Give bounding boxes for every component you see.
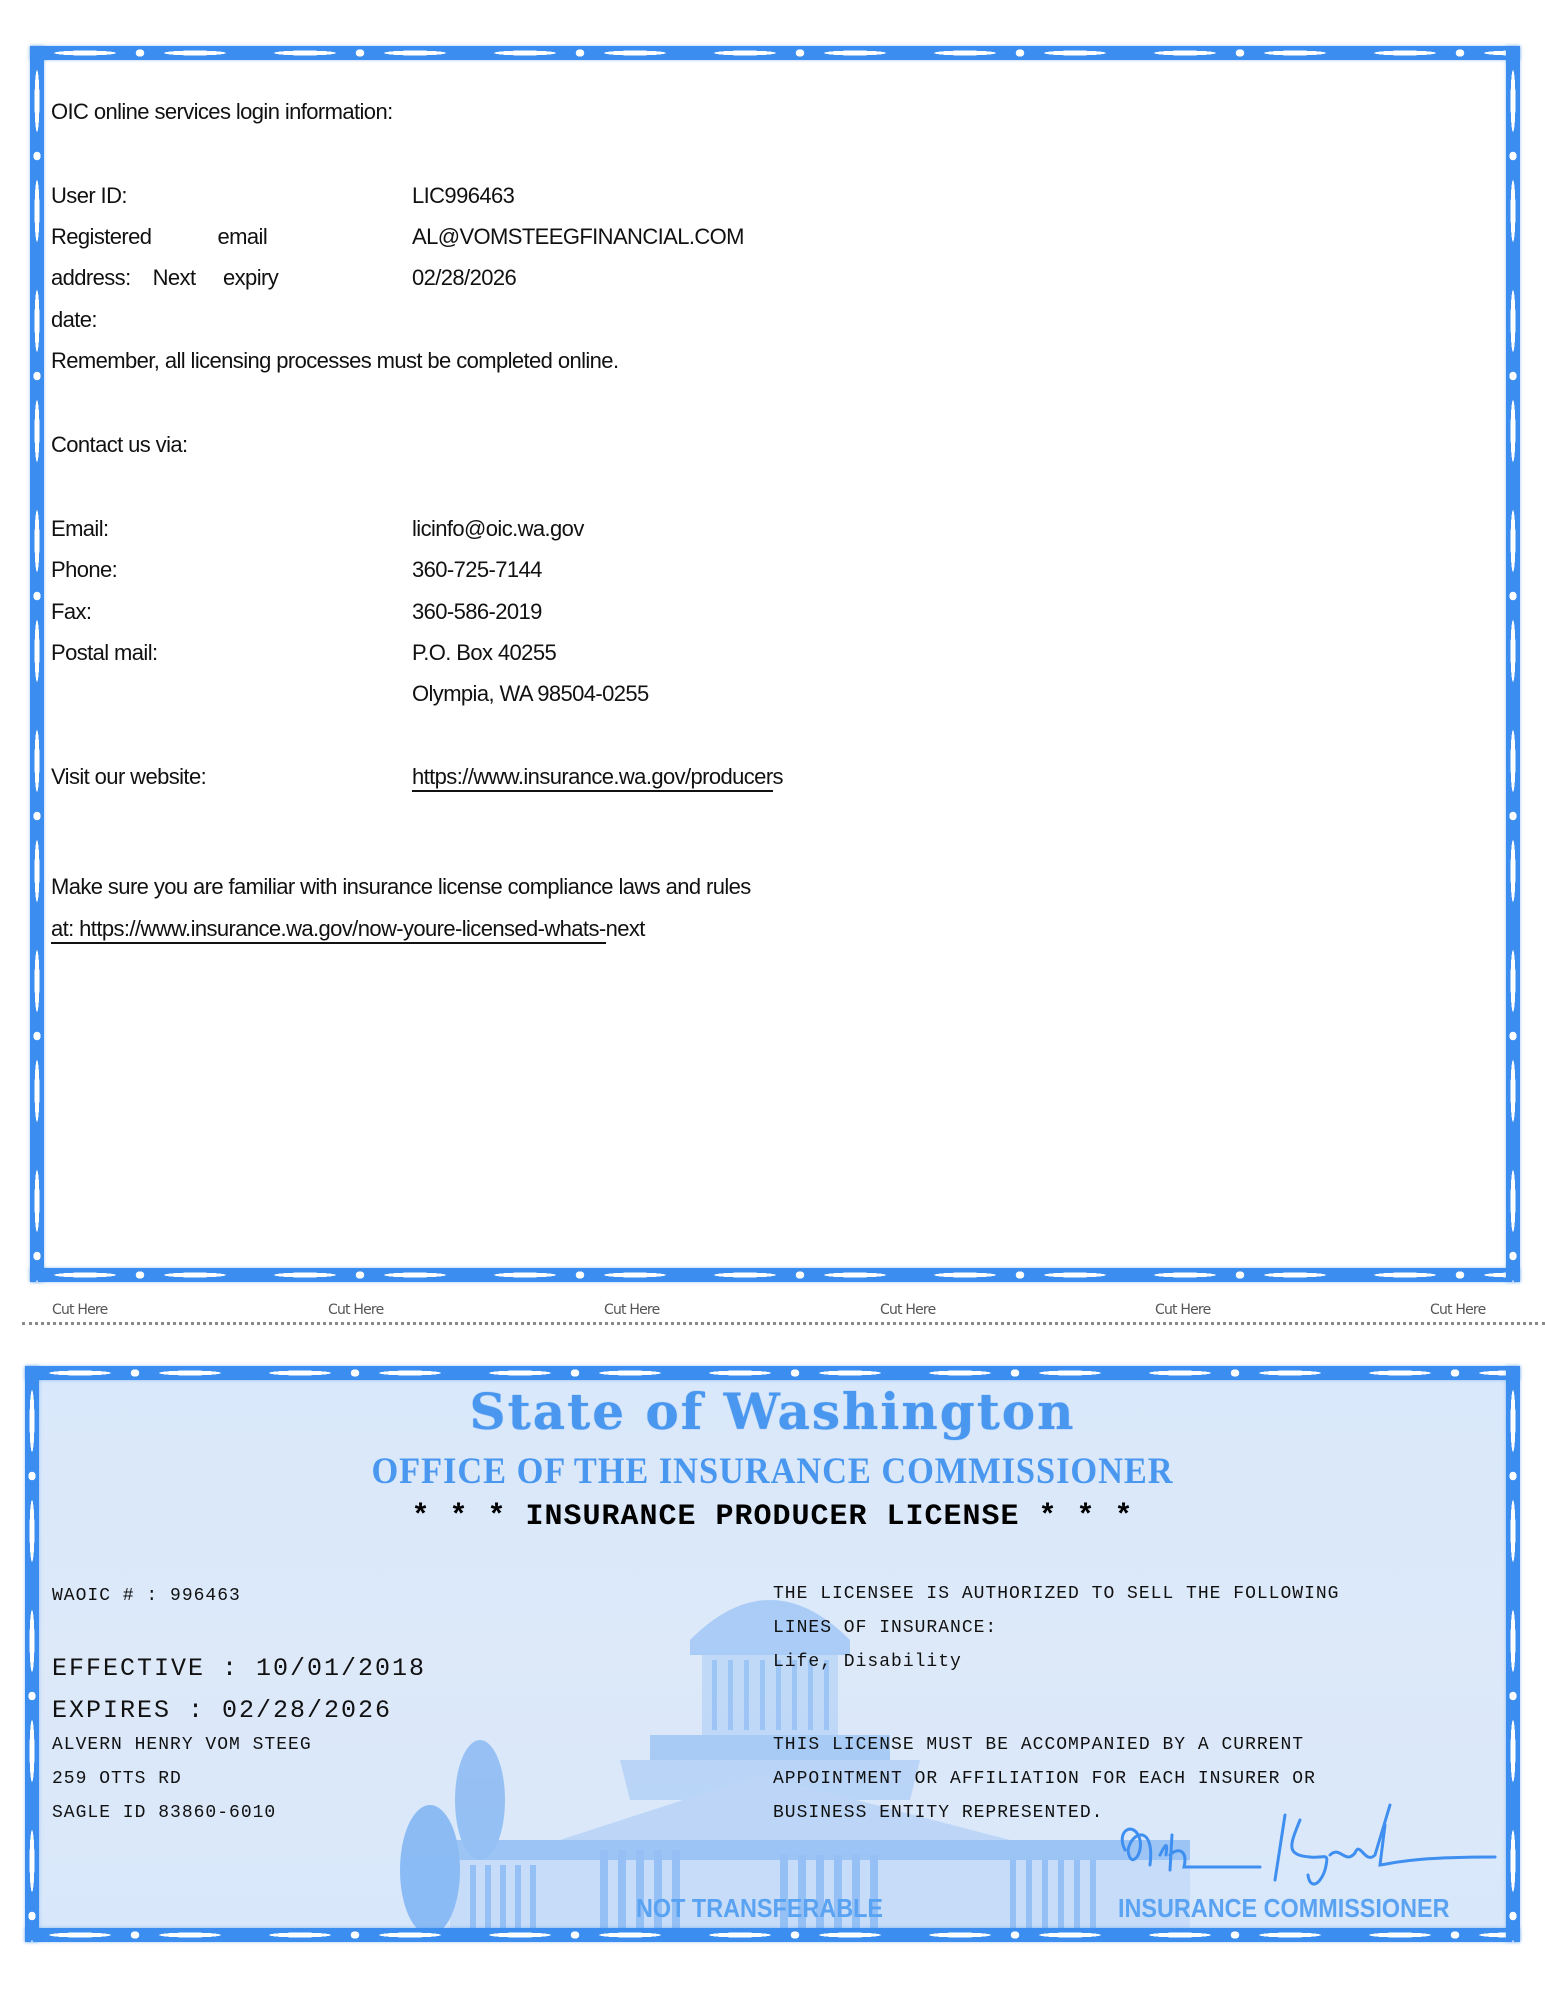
- cut-here-label: Cut Here: [604, 1302, 660, 1318]
- next-expiry-label: address: Next expiry: [51, 265, 279, 290]
- licensee-address-line2: SAGLE ID 83860-6010: [52, 1803, 277, 1823]
- next-expiry-value: 02/28/2026: [412, 265, 517, 290]
- website-link-tail[interactable]: s: [772, 764, 783, 789]
- compliance-text: Make sure you are familiar with insurance license compliance laws and rules: [51, 874, 751, 899]
- compliance-link-underlined[interactable]: at: https://www.insurance.wa.gov/now-youre-licensed-whats-: [51, 916, 606, 944]
- compliance-link[interactable]: [51, 916, 645, 942]
- login-info-heading: OIC online services login information:: [51, 99, 393, 124]
- cut-here-label: Cut Here: [1155, 1302, 1211, 1318]
- contact-postal-label: Postal mail:: [51, 640, 158, 665]
- license-card-right-border: [1506, 1366, 1520, 1942]
- license-title: * * * INSURANCE PRODUCER LICENSE * * *: [411, 1500, 1134, 1534]
- cut-here-label: Cut Here: [52, 1302, 108, 1318]
- waoic-number: WAOIC # : 996463: [52, 1586, 241, 1606]
- contact-email-value[interactable]: licinfo@oic.wa.gov: [412, 516, 584, 541]
- notice-line-3: BUSINESS ENTITY REPRESENTED.: [773, 1803, 1104, 1823]
- effective-date: EFFECTIVE : 10/01/2018: [52, 1654, 427, 1683]
- cut-here-label: Cut Here: [880, 1302, 936, 1318]
- licensee-address-line1: 259 OTTS RD: [52, 1769, 182, 1789]
- licensee-name: ALVERN HENRY VOM STEEG: [52, 1735, 312, 1755]
- license-card-left-border: [25, 1366, 39, 1942]
- contact-email-label: Email:: [51, 516, 109, 541]
- contact-heading: Contact us via:: [51, 432, 188, 457]
- cut-here-label: Cut Here: [328, 1302, 384, 1318]
- user-id-label: User ID:: [51, 183, 127, 208]
- info-box-top-border: [30, 46, 1520, 60]
- website-label: Visit our website:: [51, 764, 207, 789]
- authorization-line-1: THE LICENSEE IS AUTHORIZED TO SELL THE FOLLOWING: [773, 1584, 1340, 1604]
- license-card-top-border: [25, 1366, 1520, 1380]
- compliance-link-tail[interactable]: next: [605, 916, 645, 941]
- office-title: OFFICE OF THE INSURANCE COMMISSIONER: [371, 1451, 1174, 1492]
- cut-here-label: Cut Here: [1430, 1302, 1486, 1318]
- registered-email-value: AL@VOMSTEEGFINANCIAL.COM: [412, 224, 744, 249]
- license-card-bottom-border: [25, 1928, 1520, 1942]
- online-reminder: Remember, all licensing processes must be completed online.: [51, 348, 619, 373]
- user-id-value: LIC996463: [412, 183, 515, 208]
- info-box-right-border: [1506, 46, 1520, 1282]
- lines-of-insurance: Life, Disability: [773, 1652, 962, 1672]
- contact-phone-label: Phone:: [51, 557, 118, 582]
- authorization-line-2: LINES OF INSURANCE:: [773, 1618, 998, 1638]
- next-expiry-label-continued: date:: [51, 307, 97, 332]
- not-transferable-label: NOT TRANSFERABLE: [636, 1893, 883, 1923]
- website-link-underlined[interactable]: https://www.insurance.wa.gov/producer: [412, 764, 773, 792]
- info-box-bottom-border: [30, 1268, 1520, 1282]
- dotted-cut-line: [22, 1322, 1545, 1325]
- contact-postal-line2: Olympia, WA 98504-0255: [412, 681, 649, 706]
- notice-line-1: THIS LICENSE MUST BE ACCOMPANIED BY A CURRENT: [773, 1735, 1305, 1755]
- insurance-commissioner-label: INSURANCE COMMISSIONER: [1118, 1893, 1450, 1923]
- website-link[interactable]: [412, 764, 783, 790]
- registered-email-label: Registered email: [51, 224, 268, 249]
- commissioner-signature-icon: [1110, 1795, 1500, 1895]
- contact-postal-line1: P.O. Box 40255: [412, 640, 557, 665]
- info-box-left-border: [30, 46, 44, 1282]
- contact-phone-value: 360-725-7144: [412, 557, 542, 582]
- contact-fax-value: 360-586-2019: [412, 599, 542, 624]
- contact-fax-label: Fax:: [51, 599, 92, 624]
- notice-line-2: APPOINTMENT OR AFFILIATION FOR EACH INSURER OR: [773, 1769, 1316, 1789]
- expiry-date: EXPIRES : 02/28/2026: [52, 1696, 393, 1725]
- state-title: State of Washington: [469, 1382, 1076, 1441]
